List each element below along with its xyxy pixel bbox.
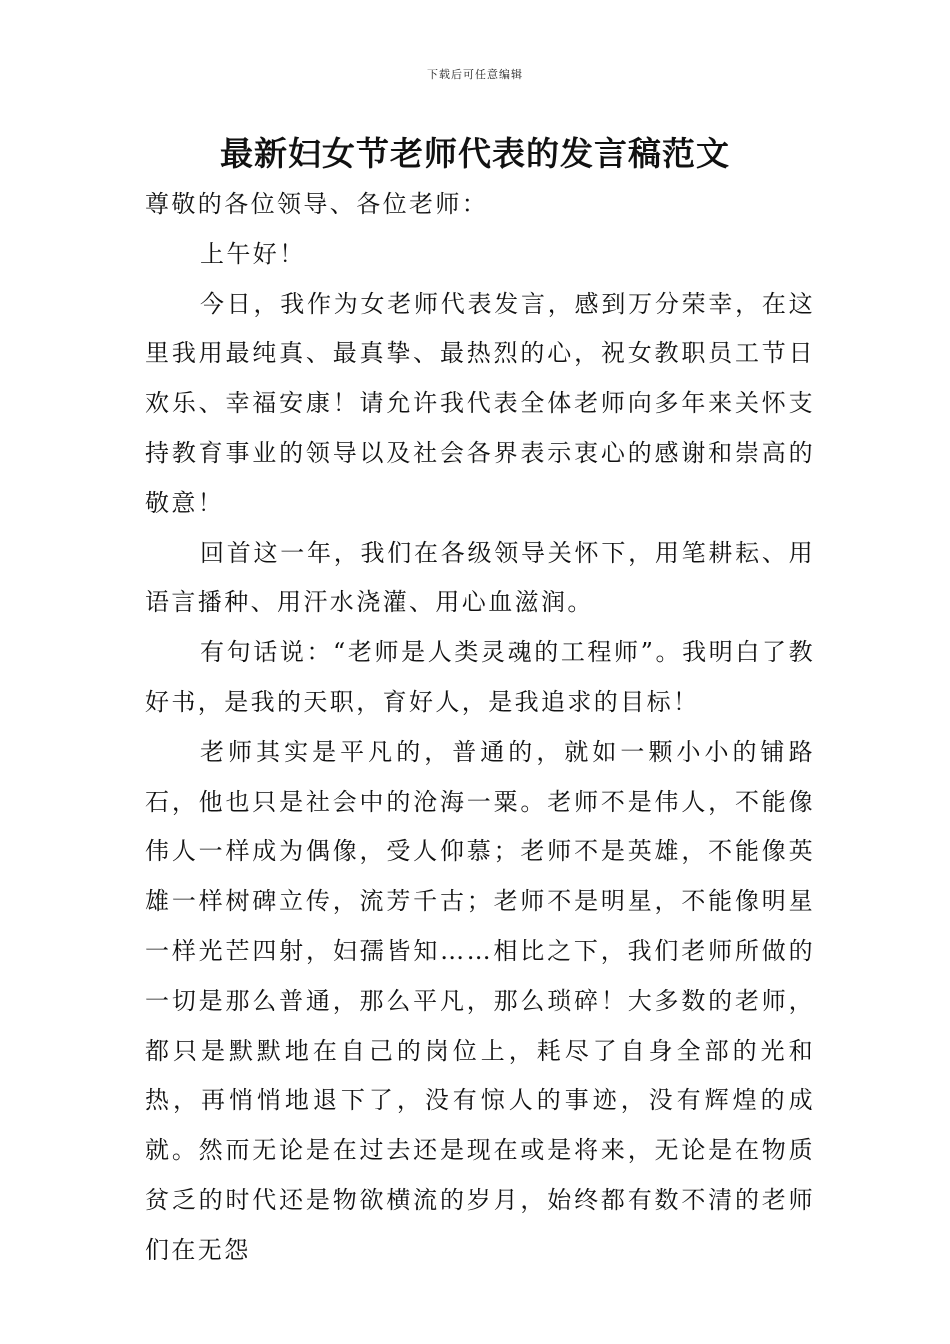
paragraph-1: 今日，我作为女老师代表发言，感到万分荣幸，在这里我用最纯真、最真挚、最热烈的心，祝女教职员工节日欢乐、幸福安康！请允许我代表全体老师向多年来关怀支持教育事业的领导以及社会各界表示衷心的感谢和崇高的敬意！ <box>145 289 815 517</box>
paragraph-2: 回首这一年，我们在各级领导关怀下，用笔耕耘、用语言播种、用汗水浇灌、用心血滋润。 <box>145 538 815 617</box>
salutation: 尊敬的各位领导、各位老师： <box>145 190 489 218</box>
paragraph-4: 老师其实是平凡的，普通的，就如一颗小小的铺路石，他也只是社会中的沧海一粟。老师不是伟人，不能像伟人一样成为偶像，受人仰慕；老师不是英雄，不能像英雄一样树碑立传，流芳千古；老师不是明星，不能像明星一样光芒四射，妇孺皆知……相比之下，我们老师所做的一切是那么普通，那么平凡，那么琐碎！大多数的老师，都只是默默地在自己的岗位上，耗尽了自身全部的光和热，再悄悄地退下了，没有惊人的事迹，没有辉煌的成就。然而无论是在过去还是现在或是将来，无论是在物质贫乏的时代还是物欲横流的岁月，始终都有数不清的老师们在无怨 <box>145 737 815 1264</box>
document-body <box>145 180 815 1276</box>
header-note: 下载后可任意编辑 <box>427 68 523 81</box>
document-title: 最新妇女节老师代表的发言稿范文 <box>220 134 730 173</box>
paragraph-greeting: 上午好！ <box>200 239 306 268</box>
paragraph-3: 有句话说：“老师是人类灵魂的工程师”。我明白了教好书，是我的天职，育好人，是我追求的目标！ <box>145 638 815 716</box>
